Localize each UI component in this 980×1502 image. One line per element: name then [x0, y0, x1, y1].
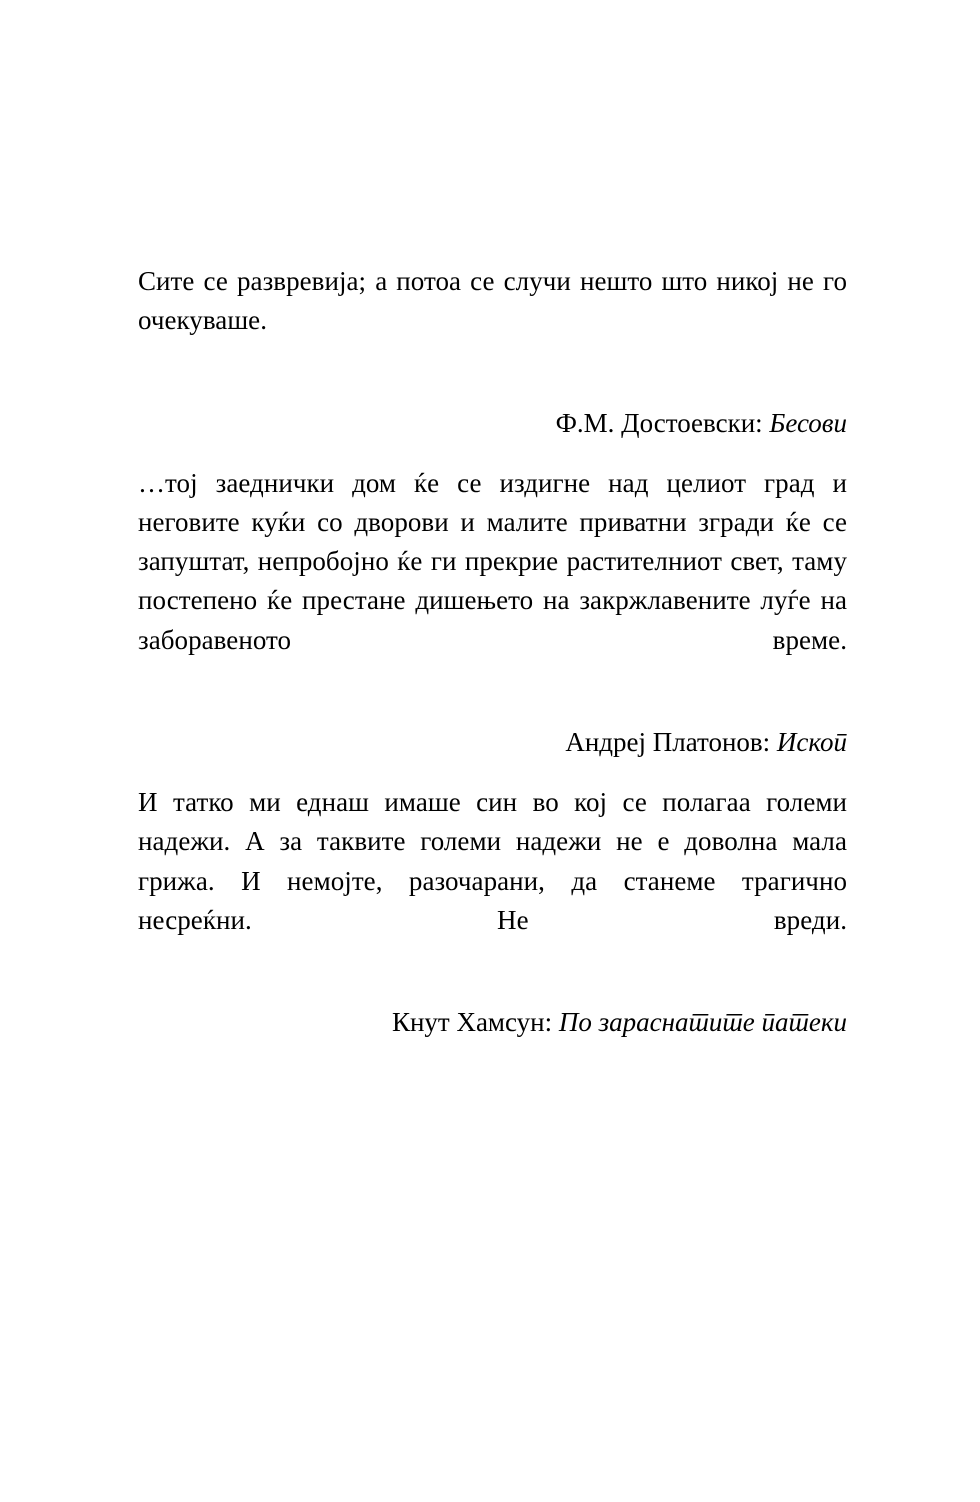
- quote-text: И татко ми еднаш имаше син во кој се полагаа големи надежи. А за таквите големи надежи не е доволна мала грижа. И немојте, разочарани, да станеме трагично несреќни. Не вреди.: [138, 787, 847, 935]
- epigraph-text-block: [138, 262, 847, 1042]
- quote-attribution: [138, 699, 847, 762]
- epigraph-entry-2: [138, 464, 847, 762]
- attribution-work-title: Бесови: [769, 407, 847, 438]
- quote-text: Сите се развревија; а потоа се случи нешто што никој не го очекуваше.: [138, 266, 847, 336]
- quote-attribution: [138, 380, 847, 443]
- attribution-work-title: Ископ: [776, 727, 847, 758]
- quote-text: …тој заеднички дом ќе се издигне над целиот град и неговите куќи со дворови и малите приватни згради ќе се запуштат, непробојно ќе ги прекрие растителниот свет, таму постепено ќе престане дишењето на закржлавените луѓе на заборавеното време.: [138, 467, 847, 655]
- epigraph-entry-1: [138, 262, 847, 443]
- attribution-author: Андреј Платонов:: [565, 727, 777, 758]
- attribution-author: Кнут Хамсун:: [391, 1007, 559, 1038]
- blank-lower-page-area: [0, 1000, 980, 1502]
- attribution-work-title: По зараснатите патеки: [558, 1007, 847, 1038]
- attribution-author: Ф.М. Достоевски:: [555, 407, 770, 438]
